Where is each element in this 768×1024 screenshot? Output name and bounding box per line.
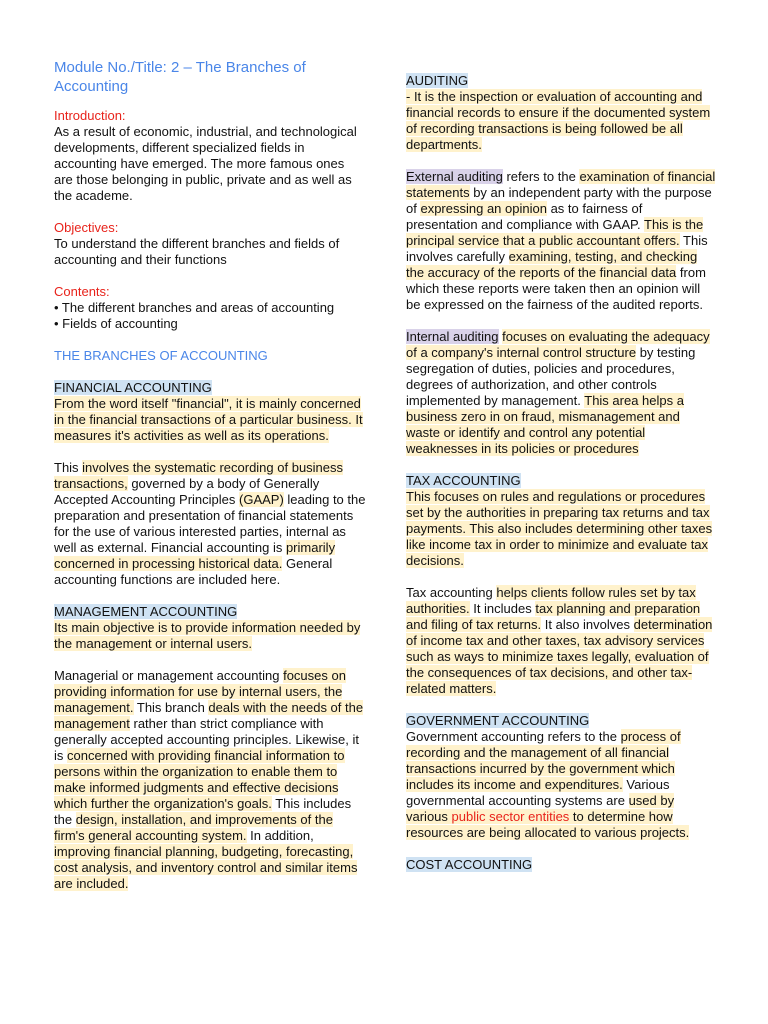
management-heading: MANAGEMENT ACCOUNTING (54, 604, 238, 619)
management-definition: Its main objective is to provide information needed by the management or internal users. (54, 620, 361, 651)
government-heading: GOVERNMENT ACCOUNTING (406, 713, 590, 728)
cost-heading: COST ACCOUNTING (406, 857, 533, 872)
contents-item: • Fields of accounting (54, 316, 178, 331)
objectives-text: To understand the different branches and fields of accounting and their functions (54, 236, 340, 267)
left-column (54, 58, 366, 892)
page-title: Module No./Title: 2 – The Branches of Accounting (54, 59, 306, 95)
section-heading: THE BRANCHES OF ACCOUNTING (54, 348, 268, 363)
introduction-label: Introduction: (54, 108, 126, 123)
financial-definition: From the word itself "financial", it is mainly concerned in the financial transactions of a particular business. It measures it's activities as well as its operations. (54, 396, 363, 443)
tax-heading: TAX ACCOUNTING (406, 473, 521, 488)
financial-heading: FINANCIAL ACCOUNTING (54, 380, 212, 395)
government-description: Government accounting refers to the process of recording and the management of all financial transactions incurred by the government which includes its income and expenditures. Various governmental accounting systems are used by various public sector entities to determine how resources are being allocated to various projects. (406, 729, 690, 840)
auditing-heading: AUDITING (406, 73, 469, 88)
tax-description: Tax accounting helps clients follow rules set by tax authorities. It includes tax planning and preparation and filing of tax returns. It also involves determination of income tax and other taxes, tax advisory services such as ways to minimize taxes legally, evaluation of the consequences of tax decisions, and other tax-related matters. (406, 585, 713, 696)
tax-definition: This focuses on rules and regulations or procedures set by the authorities in preparing tax returns and tax payments. This also includes determining other taxes like income tax in order to minimize and evaluate tax decisions. (406, 489, 713, 568)
introduction-text: As a result of economic, industrial, and technological developments, different specialized fields in accounting have emerged. The more famous ones are those belonging in public, private and as well as the academe. (54, 124, 357, 203)
right-column (406, 73, 716, 873)
objectives-label: Objectives: (54, 220, 119, 235)
external-auditing-paragraph: External auditing refers to the examination of financial statements by an independent party with the purpose of expressing an opinion as to fairness of presentation and compliance with GAAP. This is the principal service that a public accountant offers. This involves carefully examining, testing, and checking the accuracy of the reports of the financial data from which these reports were taken then an opinion will be expressed on the fairness of the audited reports. (406, 169, 716, 312)
internal-auditing-paragraph: Internal auditing focuses on evaluating the adequacy of a company's internal control structure by testing segregation of duties, policies and procedures, degrees of authorization, and other controls implemented by management. This area helps a business zero in on fraud, mismanagement and waste or identify and control any potential weaknesses in its policies or procedures (406, 329, 710, 456)
management-description: Managerial or management accounting focuses on providing information for use by internal users, the management. This branch deals with the needs of the management rather than strict compliance with generally accepted accounting principles. Likewise, it is concerned with providing financial information to persons within the organization to enable them to make informed judgments and effective decisions which further the organization's goals. This includes the design, installation, and improvements of the firm's general accounting system. In addition, improving financial planning, budgeting, forecasting, cost analysis, and inventory control and similar items are included. (54, 668, 364, 891)
contents-item: • The different branches and areas of accounting (54, 300, 335, 315)
auditing-definition: - It is the inspection or evaluation of accounting and financial records to ensure if the documented system of recording transactions is being followed be all departments. (406, 89, 711, 152)
financial-description: This involves the systematic recording of business transactions, governed by a body of Generally Accepted Accounting Principles (GAAP) leading to the preparation and presentation of financial statements for the use of various interested parties, internal as well as external. Financial accounting is primarily concerned in processing historical data. General accounting functions are included here. (54, 460, 366, 587)
contents-label: Contents: (54, 284, 110, 299)
